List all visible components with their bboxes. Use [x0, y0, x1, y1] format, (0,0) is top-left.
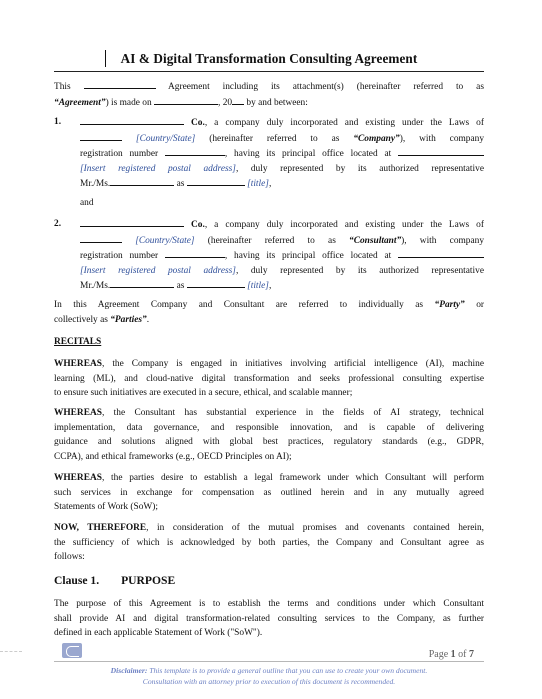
whereas-label: WHEREAS — [54, 359, 102, 369]
and-connector: and — [80, 198, 94, 208]
party-text: ), with company — [399, 133, 485, 144]
party-text: (hereinafter referred to as — [209, 133, 340, 144]
page-number — [429, 649, 474, 660]
party-text: as — [176, 281, 185, 292]
principal-office-blank[interactable] — [398, 146, 484, 156]
party-text: , — [268, 281, 272, 292]
country-placeholder[interactable]: [Country/State] — [135, 235, 195, 246]
page-total: 7 — [469, 649, 474, 660]
paragraph-text: to ensure such initiatives are executed in a secure, ethical, and scalable manner; — [54, 388, 353, 399]
recitals-heading-text: RECITALS — [54, 337, 102, 347]
paragraph-text: learning (ML), and cloud-native digital transformation and seeks professional consulting expertise — [54, 373, 484, 384]
paragraph-text: In this Agreement Company and Consultant are referred to individually as — [54, 300, 424, 310]
clause-heading — [54, 574, 175, 587]
party-text: , a company duly incorporated and existing under the Laws of — [204, 118, 484, 128]
title-underline — [54, 71, 484, 72]
paragraph-text: guidance and solutions aligned with global best practices, regulatory standards (e.g., GDPR, — [54, 437, 484, 448]
country-blank[interactable] — [80, 233, 122, 243]
paragraph-text: or — [464, 300, 485, 310]
title-placeholder[interactable]: [title] — [247, 179, 269, 190]
representative-name-blank[interactable] — [110, 278, 174, 288]
agreement-term: “Agreement” — [54, 97, 106, 108]
intro-text: Agreement including its attachment(s) (hereinafter referred to as — [168, 82, 484, 92]
address-placeholder[interactable]: [Insert registered postal address] — [80, 265, 236, 276]
party-text: (hereinafter referred to as — [207, 235, 336, 246]
party-number: 1. — [54, 117, 62, 127]
footer-disclaimer — [54, 666, 484, 687]
consultant-name-blank[interactable] — [80, 217, 184, 227]
co-label: Co. — [191, 220, 205, 230]
paragraph-text: the sufficiency of which is acknowledged by both parties, the Company and Consultant agree as — [54, 537, 484, 548]
title-block — [54, 50, 484, 68]
party2-paragraph — [80, 217, 484, 294]
party-text: as — [176, 179, 185, 190]
recitals-heading — [54, 335, 484, 350]
paragraph-text: CCPA), and ethical frameworks (e.g., OECD Principles on AI); — [54, 451, 292, 462]
party-text: , — [268, 179, 272, 190]
intro-text: , 20 — [218, 97, 233, 108]
now-therefore-paragraph — [54, 521, 484, 565]
paragraph-text: , the parties desire to establish a legal framework under which Consultant will perform — [101, 473, 484, 483]
clause-number: Clause 1. — [54, 574, 100, 587]
party-text: , having its principal office located at — [224, 149, 392, 160]
intro-paragraph — [54, 79, 484, 110]
parties-paragraph — [54, 298, 484, 327]
party-text: ), with company — [401, 235, 485, 246]
paragraph-text: The purpose of this Agreement is to establish the terms and conditions under which Consultant — [54, 599, 484, 609]
paragraph-text: , the Consultant has substantial experience in the fields of AI strategy, technical — [101, 408, 484, 418]
title-placeholder[interactable]: [title] — [247, 281, 269, 292]
address-placeholder[interactable]: [Insert registered postal address] — [80, 163, 236, 174]
whereas-label: WHEREAS — [54, 408, 102, 418]
company-name-blank[interactable] — [80, 115, 184, 125]
page-of: of — [458, 649, 467, 660]
disclaimer-text: Consultation with an attorney prior to execution of this document is recommended. — [142, 676, 396, 686]
now-therefore-label: NOW, THEREFORE — [54, 523, 147, 533]
year-blank[interactable] — [232, 95, 244, 105]
paragraph-text: , in consideration of the mutual promises and covenants contained herein, — [146, 523, 484, 533]
representative-name-blank[interactable] — [110, 176, 174, 186]
party-text: Mr./Ms. — [80, 281, 111, 292]
paragraph-text: Statements of Work (SoW); — [54, 502, 159, 513]
paragraph-text: collectively as — [54, 314, 108, 325]
margin-marker — [0, 651, 22, 652]
party-text: , duly represented by its authorized representative — [235, 163, 484, 174]
paragraph-text: such services in exchange for compensation as outlined herein and in any mutually agreed — [54, 487, 484, 498]
representative-title-blank[interactable] — [187, 278, 245, 288]
paragraph-text: , the Company is engaged in initiatives involving artificial intelligence (AI), machine — [101, 359, 484, 369]
intro-text: by and between: — [244, 97, 308, 108]
disclaimer-text: This template is to provide a general outline that you can use to create your own document. — [147, 666, 428, 675]
party-text: , duly represented by its authorized representative — [235, 265, 484, 276]
party-text: Mr./Ms. — [80, 179, 111, 190]
footer-divider — [54, 661, 484, 662]
party-text: , having its principal office located at — [224, 251, 392, 262]
brand-logo-icon — [62, 643, 82, 658]
purpose-paragraph — [54, 597, 484, 641]
recital-paragraph — [54, 471, 484, 515]
party1-paragraph — [80, 115, 484, 192]
party-text: registration number — [80, 251, 159, 262]
company-term: “Company” — [353, 133, 400, 144]
parties-term: “Parties” — [110, 314, 147, 325]
registration-number-blank[interactable] — [165, 248, 225, 258]
intro-text: This — [54, 82, 71, 92]
intro-text: ) is made on — [105, 97, 152, 108]
agreement-name-blank[interactable] — [84, 79, 156, 89]
document-title: AI & Digital Transformation Consulting Agreement — [120, 51, 418, 66]
recital-paragraph — [54, 406, 484, 464]
whereas-label: WHEREAS — [54, 473, 102, 483]
country-placeholder[interactable]: [Country/State] — [135, 133, 196, 144]
registration-number-blank[interactable] — [165, 146, 225, 156]
paragraph-text: shall provide AI and digital transformation-related consulting services to the Company, as further — [54, 613, 484, 624]
disclaimer-label: Disclaimer: — [110, 666, 148, 675]
paragraph-text: defined in each applicable Statement of Work ("SoW"). — [54, 628, 263, 639]
date-blank[interactable] — [154, 95, 218, 105]
party-text: registration number — [80, 149, 159, 160]
co-label: Co. — [191, 118, 205, 128]
consultant-term: “Consultant” — [349, 235, 402, 246]
party-term: “Party” — [434, 300, 465, 310]
recital-paragraph — [54, 357, 484, 401]
party-text: , a company duly incorporated and existing under the Laws of — [204, 220, 484, 230]
principal-office-blank[interactable] — [398, 248, 484, 258]
page-word: Page — [428, 649, 449, 660]
clause-title: PURPOSE — [121, 574, 176, 587]
page-current: 1 — [450, 649, 456, 660]
country-blank[interactable] — [80, 131, 122, 141]
paragraph-text: implementation, data governance, and responsible innovation, and is capable of delivering — [54, 422, 484, 433]
party-number: 2. — [54, 219, 62, 229]
representative-title-blank[interactable] — [187, 176, 245, 186]
paragraph-text: follows: — [54, 552, 85, 563]
paragraph-text: . — [146, 314, 150, 325]
